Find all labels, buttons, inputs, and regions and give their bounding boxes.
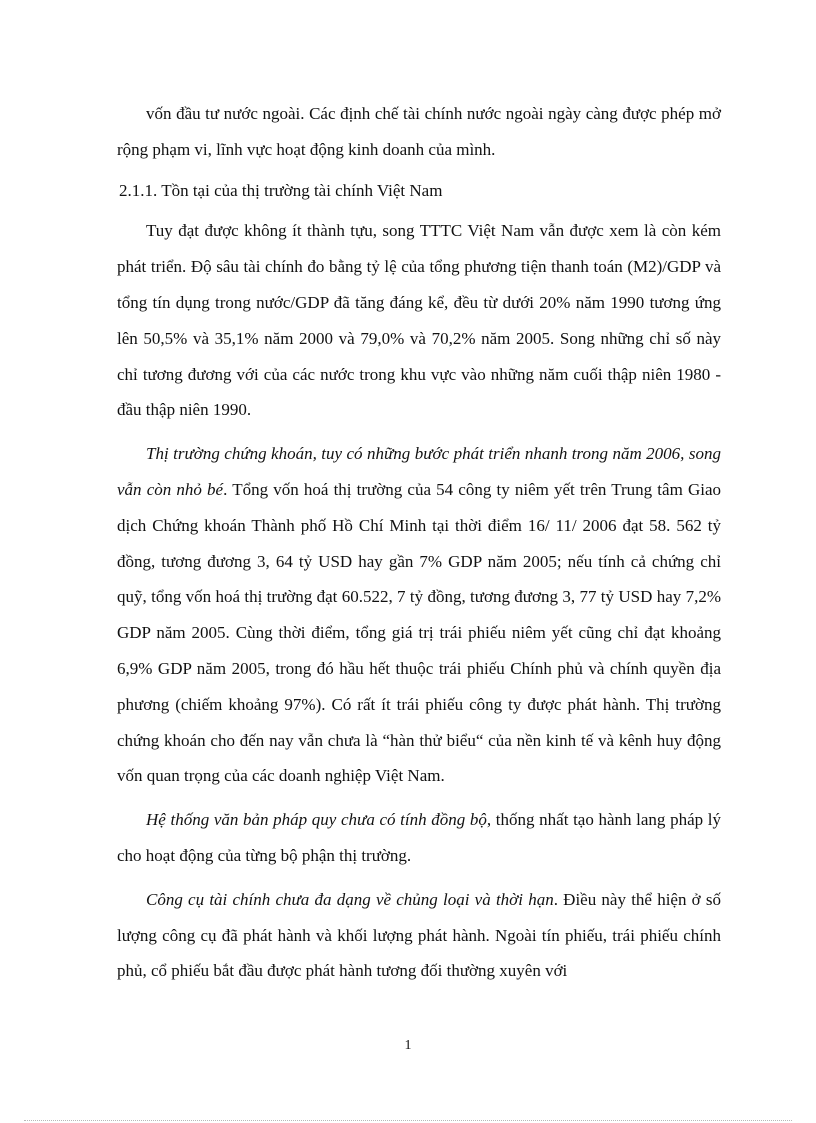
paragraph-financial-depth: Tuy đạt được không ít thành tựu, song TTTC Việt Nam vẫn được xem là còn kém phát triển. Độ sâu tài chính đo bằng tỷ lệ của tổng phương tiện thanh toán (M2)/GDP và tổng tín dụng trong nước/GDP đã tăng đáng kể, đều từ dưới 20% năm 1990 tương ứng lên 50,5% và 35,1% năm 2000 và 79,0% và 70,2% năm 2005. Song những chỉ số này chỉ tương đương với của các nước trong khu vực vào những năm cuối thập niên 1980 - đầu thập niên 1990.: [117, 221, 721, 420]
paragraph-continuation: vốn đầu tư nước ngoài. Các định chế tài chính nước ngoài ngày càng được phép mở rộng phạm vi, lĩnh vực hoạt động kinh doanh của mình.: [117, 104, 721, 159]
section-heading: 2.1.1. Tồn tại của thị trường tài chính Việt Nam: [119, 180, 443, 200]
instruments-body: . Điều này thể hiện ở số lượng công cụ đã phát hành và khối lượng phát hành. Ngoài tín phiếu, trái phiếu chính phủ, cổ phiếu bắt đầu được phát hành tương đối thường xuyên với: [117, 889, 721, 981]
paragraph-legal-framework: [117, 802, 721, 874]
document-body: [117, 96, 721, 989]
legal-framework-lead: Hệ thống văn bản pháp quy chưa có tính đồng bộ: [146, 810, 487, 830]
legal-framework-body: , thống nhất tạo hành lang pháp lý cho hoạt động của từng bộ phận thị trường.: [117, 810, 721, 865]
instruments-lead: Công cụ tài chính chưa đa dạng về chủng loại và thời hạn: [146, 889, 554, 909]
paragraph-instruments: [117, 882, 721, 989]
stock-market-body: . Tổng vốn hoá thị trường của 54 công ty niêm yết trên Trung tâm Giao dịch Chứng khoán Thành phố Hồ Chí Minh tại thời điểm 16/ 11/ 2006 đạt 58. 562 tỷ đồng, tương đương 3, 64 tỷ USD hay gần 7% GDP năm 2005; nếu tính cả chứng chỉ quỹ, tổng vốn hoá thị trường đạt 60.522, 7 tỷ đồng, tương đương 3, 77 tỷ USD hay 7,2% GDP năm 2005. Cùng thời điểm, tổng giá trị trái phiếu niêm yết cũng chỉ đạt khoảng 6,9% GDP năm 2005, trong đó hầu hết thuộc trái phiếu Chính phủ và chính quyền địa phương (chiếm khoảng 97%). Có rất ít trái phiếu công ty được phát hành. Thị trường chứng khoán cho đến nay vẫn chưa là “hàn thử biểu“ của nền kinh tế và kênh huy động vốn quan trọng của các doanh nghiệp Việt Nam.: [117, 479, 721, 786]
paragraph-stock-market: [117, 436, 721, 794]
stock-market-lead: Thị trường chứng khoán, tuy có những bước phát triển nhanh trong năm 2006, song vẫn còn nhỏ bé: [117, 444, 721, 499]
page-number: 1: [404, 1038, 412, 1053]
page-bottom-dotted-rule: [24, 1120, 792, 1121]
